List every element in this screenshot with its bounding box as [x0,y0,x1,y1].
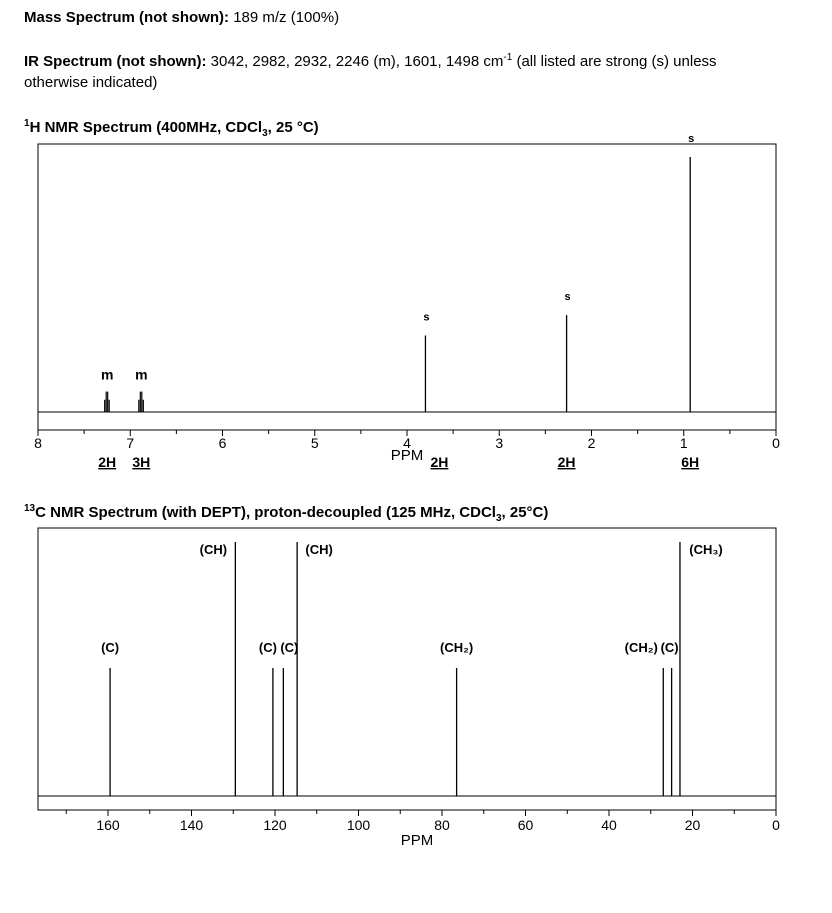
h-nmr-integration-label: 2H [98,454,117,470]
h-nmr-tick-label: 7 [126,435,135,451]
h-nmr-multiplicity-label: m [135,366,148,383]
h-nmr-tick-label: 2 [587,435,596,451]
c-nmr-dept-label: (CH₂) [440,640,474,655]
c-nmr-tick-label: 40 [601,817,617,833]
c-nmr-dept-label: (CH) [305,542,333,557]
h-nmr-multiplicity-label: s [564,291,571,304]
h-nmr-tick-label: 0 [772,435,780,451]
h-nmr-axis-label: PPM [390,447,424,464]
c-nmr-dept-label: (C) [101,640,120,655]
h-nmr-multiplicity-label: s [423,311,430,324]
c-nmr-tick-label: 80 [434,817,450,833]
h-nmr-integration-label: 2H [557,454,576,470]
c-nmr-tick-label: 100 [346,817,371,833]
h-nmr-title-end: , 25 °C) [267,119,319,136]
h-nmr-tick-label: 6 [218,435,227,451]
h-nmr-title-sup: 1 [24,118,30,129]
c-nmr-title-text: C NMR Spectrum (with DEPT), proton-decoupled (125 MHz, CDCl [35,504,496,521]
c-nmr-tick-label: 20 [684,817,701,833]
c-nmr-dept-label: (C) [258,640,277,655]
h-nmr-integration-label: 3H [132,454,151,470]
c-nmr-dept-label: (C) [280,640,299,655]
mass-spectrum-label: Mass Spectrum (not shown): [24,9,230,26]
h-nmr-frame [38,144,776,430]
ir-spectrum-label: IR Spectrum (not shown): [24,53,207,70]
c-nmr-tick-label: 160 [96,817,120,833]
ir-spectrum-note-2: otherwise indicated) [24,74,158,91]
h-nmr-tick-label: 1 [679,435,688,451]
h-nmr-tick-label: 4 [403,435,411,451]
c-nmr-dept-label: (CH₂) [624,640,658,655]
c-nmr-tick-label: 0 [772,817,780,833]
c-nmr-dept-label: (CH₃) [689,542,723,557]
ir-spectrum-values: 3042, 2982, 2932, 2246 (m), 1601, 1498 cm [210,53,504,70]
h-nmr-multiplicity-label: m [100,366,114,383]
c-nmr-axis-label: PPM [400,832,434,849]
h-nmr-title-text: H NMR Spectrum (400MHz, CDCl [29,119,263,136]
c-nmr-dept-label: (CH) [199,542,228,557]
h-nmr-tick-label: 3 [495,435,504,451]
c-nmr-tick-label: 60 [517,817,534,833]
c-nmr-dept-label: (C) [660,640,679,655]
ir-spectrum-note: (all listed are strong (s) unless [512,53,717,70]
h-nmr-integration-label: 6H [681,454,700,470]
c-nmr-frame [38,528,776,810]
h-nmr-tick-label: 5 [310,435,319,451]
c-nmr-title-sub: 3 [495,513,502,524]
c-nmr-tick-label: 140 [179,817,204,833]
h-nmr-title-sub: 3 [262,128,268,139]
c-nmr-title-sup: 13 [24,503,36,514]
mass-spectrum-value: 189 m/z (100%) [233,9,340,26]
h-nmr-multiplicity-label: s [688,133,695,145]
c-nmr-title-end: , 25°C) [501,504,549,521]
ir-unit-superscript: -1 [503,52,513,63]
h-nmr-integration-label: 2H [430,454,449,470]
h-nmr-tick-label: 8 [34,435,42,451]
c-nmr-tick-label: 120 [263,817,287,833]
